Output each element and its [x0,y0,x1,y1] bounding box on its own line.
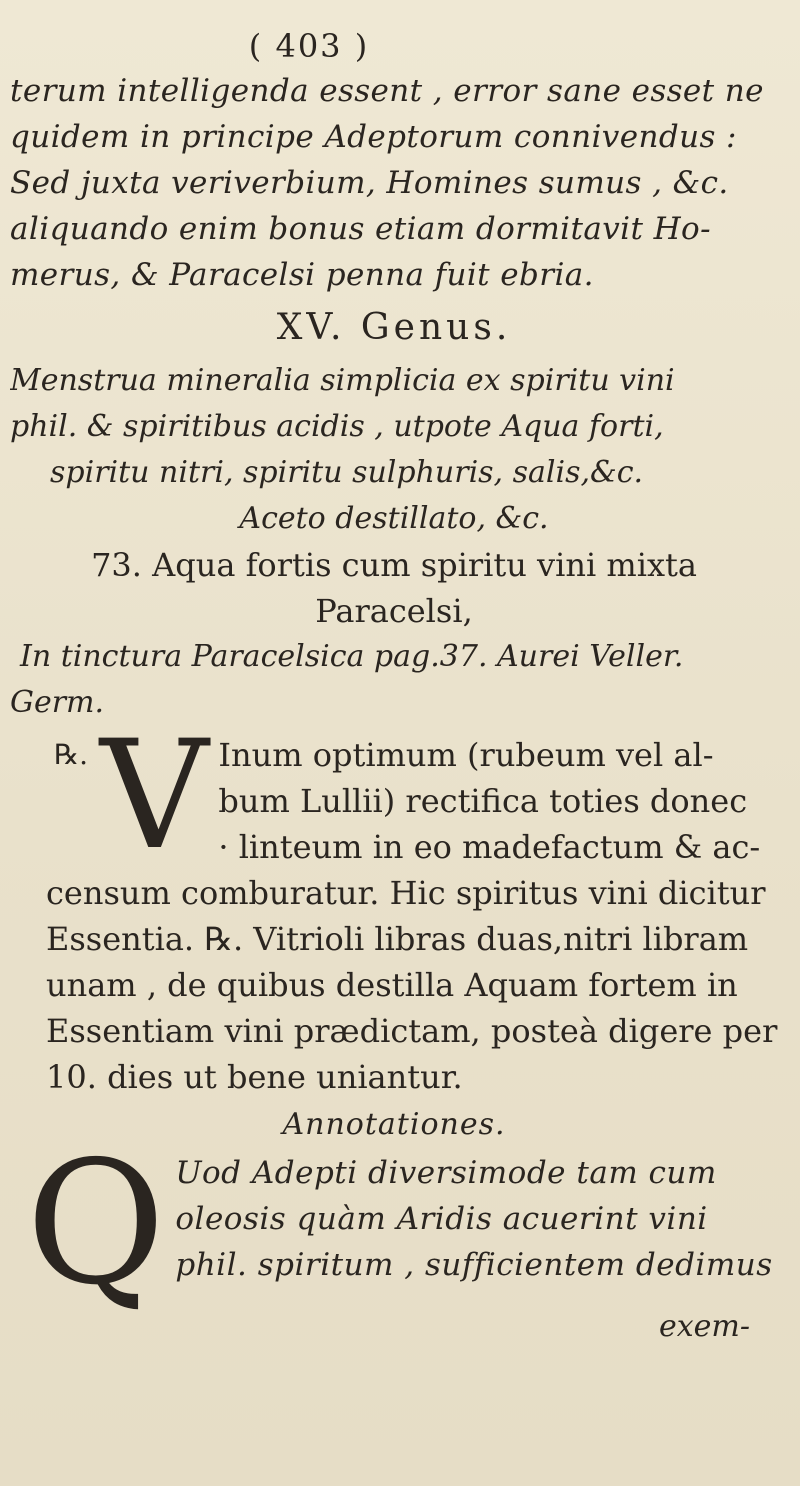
text-line: spiritu nitri, spiritu sulphuris, salis,&c. [50,455,644,490]
text-line: oleosis quàm Aridis acuerint vini [175,1201,708,1237]
text-line: Aceto destillato, &c. [239,501,549,536]
text-line: terum intelligenda essent , error sane esset ne [10,73,764,109]
section-heading: XV. Genus. [276,307,512,348]
entry-73-title [10,542,778,634]
text-line: 73. Aqua fortis cum spiritu vini mixta [91,546,697,584]
text-line: · linteum in eo madefactum & ac- [218,828,761,866]
text-line: In tinctura Paracelsica pag.37. Aurei Veller. [20,639,684,674]
text-line: merus, & Paracelsi penna fuit ebria. [10,257,594,293]
annotations-heading: Annotationes. [282,1107,506,1142]
drop-cap-v: V [100,709,209,883]
genus-description [10,358,778,542]
recipe-block [10,709,778,1100]
text-line: 10. dies ut bene uniantur. [46,1058,463,1096]
text-line: Essentia. ℞. Vitrioli libras duas,nitri libram [46,920,749,958]
text-line: Menstrua mineralia simplicia ex spiritu vini [10,363,675,398]
text-line: Germ. [10,685,105,720]
text-line: Paracelsi, [315,592,473,630]
continued-text [10,68,778,298]
text-line: aliquando enim bonus etiam dormitavit Ho- [10,211,711,247]
text-line: Essentiam vini prædictam, posteà digere per [46,1012,778,1050]
catchword: exem- [658,1309,750,1344]
text-line: quidem in principe Adeptorum connivendus : [10,119,737,155]
page-number: ( 403 ) [248,27,370,65]
text-line: phil. spiritum , sufficientem dedimus [175,1247,773,1283]
text-line: censum comburatur. Hic spiritus vini dicitur [46,874,766,912]
annotations-block [10,1125,778,1350]
text-line: bum Lullii) rectifica toties donec [218,782,748,820]
text-line: Uod Adepti diversimode tam cum [175,1155,717,1191]
recipe-symbol: ℞. [54,738,89,771]
text-line: unam , de quibus destilla Aquam fortem in [46,966,738,1004]
text-line: phil. & spiritibus acidis , utpote Aqua forti, [10,409,664,444]
text-line: Sed juxta veriverbium, Homines sumus , &c. [10,165,729,201]
drop-cap-q: Q [26,1125,166,1323]
text-line: Inum optimum (rubeum vel al- [218,736,714,774]
